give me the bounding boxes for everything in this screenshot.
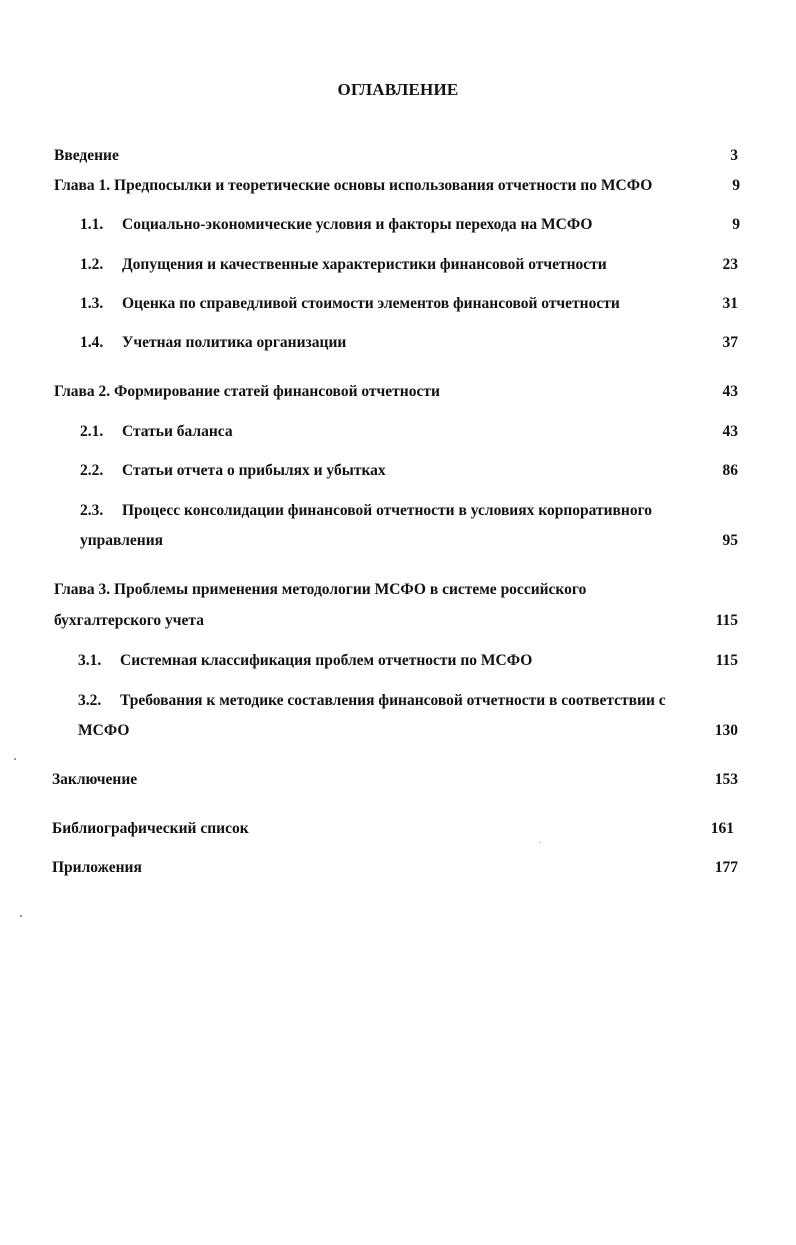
toc-entry-text: Процесс консолидации финансовой отчетности в условиях корпоративного bbox=[122, 502, 652, 519]
scan-speck bbox=[540, 842, 541, 843]
toc-page-number: 9 bbox=[732, 177, 740, 194]
toc-section-number: 1.2. bbox=[80, 256, 104, 273]
toc-entry-text: МСФО bbox=[78, 722, 130, 739]
scan-speck bbox=[20, 915, 22, 917]
toc-entry-text: Введение bbox=[54, 147, 119, 164]
toc-section-number: 3.1. bbox=[78, 652, 102, 669]
toc-entry-text: Глава 3. Проблемы применения методологии МСФО в системе российского bbox=[54, 581, 587, 598]
toc-section-number: 2.2. bbox=[80, 462, 104, 479]
toc-page-number: 161 bbox=[710, 820, 734, 837]
toc-entry-chapter-3-line-1[interactable] bbox=[54, 580, 586, 600]
toc-entry-section-2-1[interactable] bbox=[80, 422, 738, 442]
toc-entry-chapter-3-line-2[interactable] bbox=[54, 611, 738, 631]
toc-entry-text: Глава 1. Предпосылки и теоретические основы использования отчетности по МСФО bbox=[54, 177, 653, 194]
toc-section-number: 2.3. bbox=[80, 502, 104, 519]
toc-page-number: 115 bbox=[715, 612, 738, 629]
toc-entry-text: Допущения и качественные характеристики финансовой отчетности bbox=[122, 256, 607, 273]
toc-entry-text: Системная классификация проблем отчетности по МСФО bbox=[120, 652, 533, 669]
toc-entry-text: Социально-экономические условия и факторы перехода на МСФО bbox=[122, 216, 593, 233]
toc-page-number: 130 bbox=[714, 722, 738, 739]
toc-entry-section-2-3-line-2[interactable] bbox=[80, 531, 738, 551]
toc-page-number: 86 bbox=[722, 462, 738, 479]
toc-entry-section-1-3[interactable] bbox=[80, 294, 738, 314]
toc-section-number: 3.2. bbox=[78, 692, 102, 709]
toc-entry-text: Глава 2. Формирование статей финансовой отчетности bbox=[54, 383, 440, 400]
toc-page-number: 23 bbox=[722, 256, 738, 273]
toc-entry-text: Статьи отчета о прибылях и убытках bbox=[122, 462, 386, 479]
toc-page-number: 177 bbox=[714, 859, 738, 876]
toc-entry-text: Заключение bbox=[52, 771, 138, 788]
toc-entry-text: бухгалтерского учета bbox=[54, 612, 204, 629]
toc-page-number: 9 bbox=[732, 216, 740, 233]
toc-section-number: 1.4. bbox=[80, 334, 104, 351]
toc-entry-section-3-2-line-1[interactable] bbox=[78, 691, 666, 711]
toc-entry-section-3-2-line-2[interactable] bbox=[78, 721, 738, 741]
toc-entry-appendices[interactable] bbox=[52, 858, 738, 878]
toc-section-number: 2.1. bbox=[80, 423, 104, 440]
toc-page-number: 115 bbox=[715, 652, 738, 669]
toc-entry-section-2-2[interactable] bbox=[80, 461, 738, 481]
toc-entry-section-3-1[interactable] bbox=[78, 651, 738, 671]
toc-page-number: 3 bbox=[730, 147, 738, 164]
toc-entry-introduction[interactable] bbox=[54, 146, 738, 166]
toc-entry-conclusion[interactable] bbox=[52, 770, 738, 790]
toc-section-number: 1.1. bbox=[80, 216, 104, 233]
toc-entry-text: Требования к методике составления финансовой отчетности в соответствии с bbox=[120, 692, 666, 709]
toc-entry-text: Библиографический список bbox=[52, 820, 249, 837]
toc-page-number: 37 bbox=[722, 334, 738, 351]
toc-page-number: 43 bbox=[722, 383, 738, 400]
toc-title: ОГЛАВЛЕНИЕ bbox=[337, 80, 459, 99]
toc-entry-section-2-3-line-1[interactable] bbox=[80, 501, 652, 521]
toc-section-number: 1.3. bbox=[80, 295, 104, 312]
toc-entry-text: Приложения bbox=[52, 859, 142, 876]
toc-page-number: 95 bbox=[722, 532, 738, 549]
scan-speck bbox=[14, 758, 16, 760]
toc-entry-bibliography[interactable] bbox=[52, 819, 734, 839]
toc-entry-text: Статьи баланса bbox=[122, 423, 233, 440]
toc-entry-chapter-2[interactable] bbox=[54, 382, 738, 402]
toc-entry-text: Оценка по справедливой стоимости элементов финансовой отчетности bbox=[122, 295, 620, 312]
toc-entry-section-1-2[interactable] bbox=[80, 255, 738, 275]
toc-entry-text: управления bbox=[80, 532, 164, 549]
toc-entry-section-1-4[interactable] bbox=[80, 333, 738, 353]
toc-entry-chapter-1[interactable] bbox=[54, 176, 740, 196]
toc-entry-section-1-1[interactable] bbox=[80, 215, 740, 235]
toc-page-number: 31 bbox=[722, 295, 738, 312]
toc-entry-text: Учетная политика организации bbox=[122, 334, 347, 351]
toc-page-number: 43 bbox=[722, 423, 738, 440]
toc-page-number: 153 bbox=[714, 771, 738, 788]
